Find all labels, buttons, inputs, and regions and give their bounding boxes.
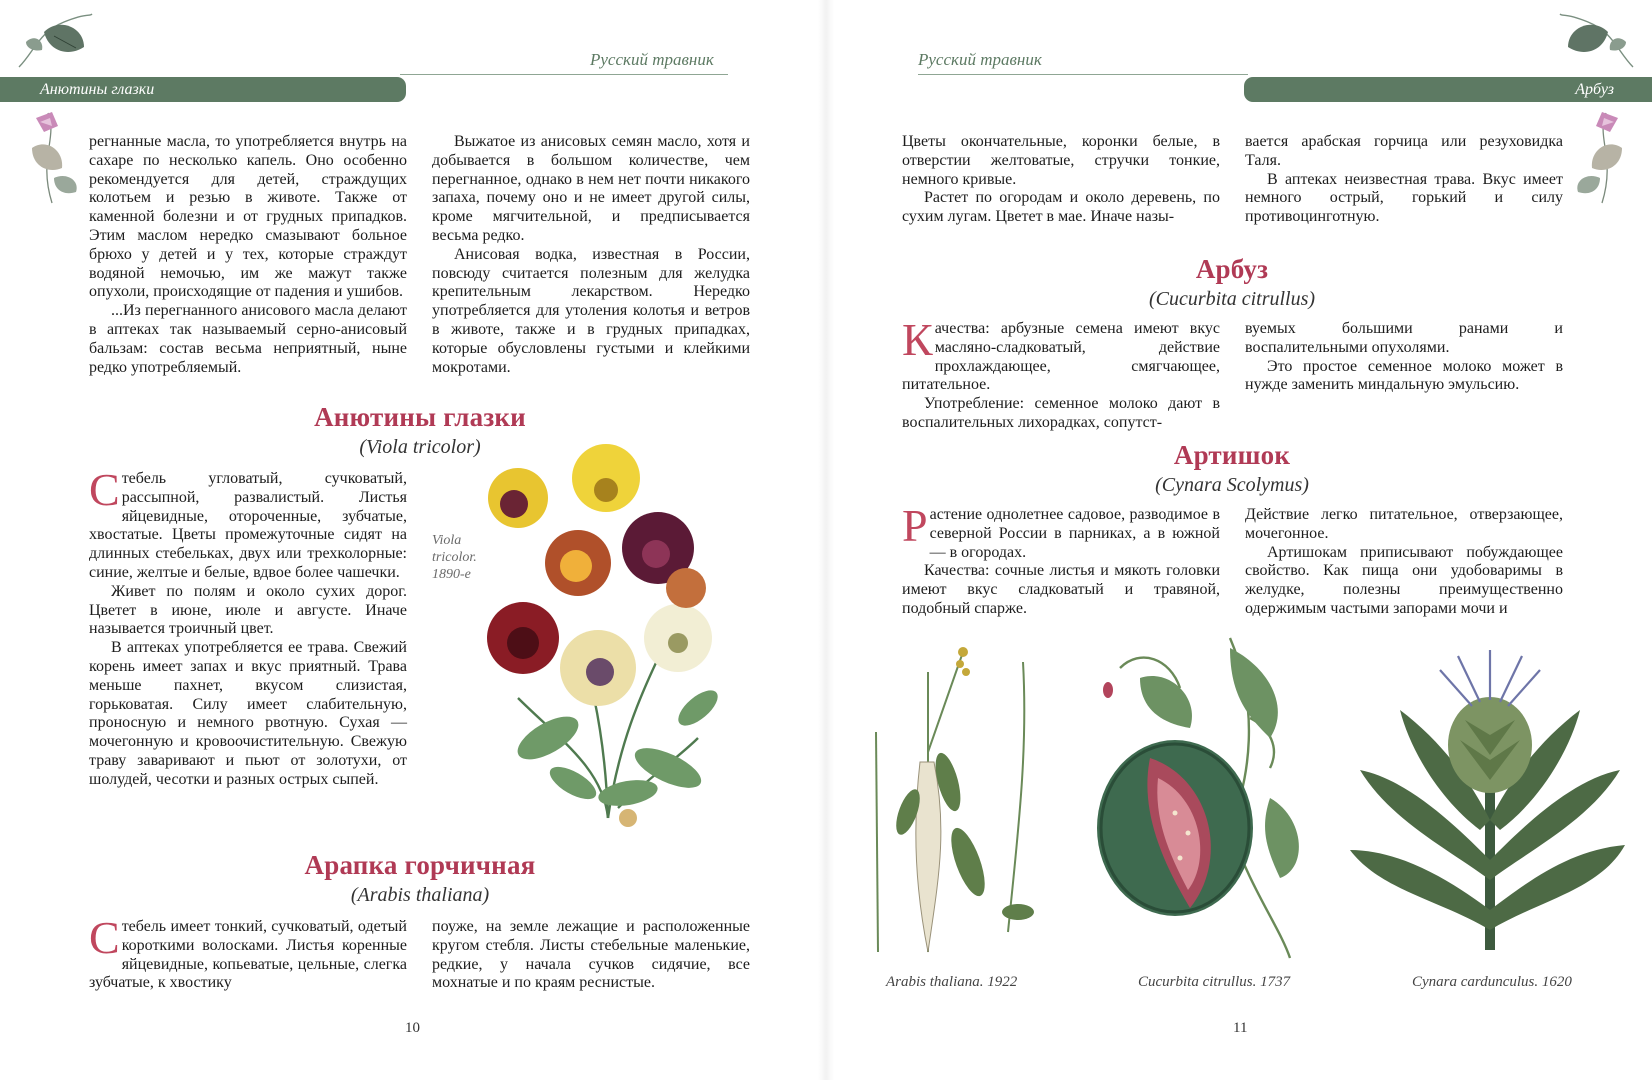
section-band-left: Анютины глазки	[0, 77, 406, 102]
corner-vine-ornament-right	[1558, 12, 1638, 72]
arabis-text-column-2	[432, 918, 750, 993]
watermelon-illustration	[1080, 628, 1310, 968]
flower-vine-ornament-right	[1570, 108, 1636, 208]
header-rule-right	[918, 74, 1248, 75]
artichoke-heading: Артишок	[1173, 440, 1291, 470]
watermelon-latin-name: (Cucurbita citrullus)	[1148, 288, 1316, 310]
watermelon-heading: Арбуз	[1195, 254, 1269, 284]
paragraph: тебель имеет тонкий, сучковатый, одетый короткими волосками. Листья коренные яйцевидные, копьеватые, цельные, слегка зубчатые, к хвостику	[89, 918, 407, 992]
watermelon-text-column-2	[1245, 320, 1563, 395]
drop-cap: С	[89, 464, 120, 515]
paragraph: астение однолетнее садовое, разводимое в северной России в парниках, а в южной — в огородах.	[929, 506, 1220, 561]
cucurbita-illustration-caption: Cucurbita citrullus. 1737	[1138, 974, 1291, 990]
pansy-heading: Анютины глазки	[314, 402, 526, 432]
arabis-continued-column-1	[902, 133, 1220, 227]
paragraph: вается арабская горчица или резуховидка Таля.	[1245, 133, 1563, 169]
anise-text-column-2	[432, 133, 750, 377]
book-gutter	[818, 0, 834, 1080]
artichoke-latin-name: (Cynara Scolymus)	[1155, 474, 1309, 496]
paragraph: Живет по полям и около сухих дорог. Цветет в июне, июле и августе. Иначе называется троичный цвет.	[89, 582, 407, 638]
paragraph: ...Из перегнанного анисового масла делают в аптеках так называемый серно-анисовый бальзам: состав весьма неприятный, ныне редко употребляемый.	[89, 302, 407, 376]
page-number-left: 10	[405, 1020, 420, 1036]
paragraph: Анисовая водка, известная в России, повсюду считается полезным для желудка крепительным лекарством. Нередко употребляется для утоления колотья и ветров в животе, также и в грудных припадках, которые обусловлены густыми и клейкими мокротами.	[432, 245, 750, 376]
corner-vine-ornament-left	[14, 12, 94, 72]
pansy-illustration	[478, 438, 740, 836]
arabis-continued-column-2	[1245, 133, 1563, 227]
flower-vine-ornament-left	[18, 108, 84, 208]
artichoke-text-column-1	[902, 500, 1220, 619]
paragraph: В аптеках неизвестная трава. Вкус имеет немного острый, горький и силу противоцинготную.	[1245, 170, 1563, 226]
paragraph: поуже, на земле лежащие и расположенные кругом стебля. Листы стебельные маленькие, редкие, у начала сучков сидячие, все мохнатые и по краям реснистые.	[432, 918, 750, 992]
drop-cap: С	[89, 912, 120, 963]
artichoke-illustration	[1340, 630, 1630, 950]
arabis-illustration	[868, 632, 1048, 962]
cynara-illustration-caption: Cynara cardunculus. 1620	[1412, 974, 1572, 990]
paragraph: В аптеках употребляется ее трава. Свежий корень имеет запах и вкус приятный. Трава меньше пахнет, вкусом слизистая, горьковатая. Силу имеет слабительную, проносную и немного рвотную. Сухая — мочегонную и кровоочистительную. Свежую траву заваривают и пьют от золотухи, от шолудей, чесотки и разных острых сыпей.	[89, 639, 407, 788]
paragraph: вуемых большими ранами и воспалительными опухолями.	[1245, 320, 1563, 356]
paragraph: тебель угловатый, сучковатый, расcыпной, развалистый. Листья яйцевидные, отороченные, зубчатые, хвостатые. Цветы промежуточные сидят на длинных стебельках, двух или трехколорные: синие, желтые и белые, вдвое более чашечки.	[89, 470, 407, 581]
pansy-latin-name: (Viola tricolor)	[359, 436, 481, 458]
paragraph: ачества: арбузные семена имеют вкус масляно-сладковатый, действие прохлаждающее, смягчающее, питательное.	[902, 320, 1220, 394]
anise-text-column-1	[89, 133, 407, 377]
paragraph: Это простое семенное молоко может в нужде заменить миндальную эмульсию.	[1245, 357, 1563, 394]
artichoke-text-column-2	[1245, 506, 1563, 619]
pansy-illustration-caption: Viola tricolor. 1890-е	[432, 533, 477, 582]
paragraph: Действие легко питательное, отверзающее, мочегонное.	[1245, 506, 1563, 542]
section-band-right: Арбуз	[1244, 77, 1652, 102]
pansy-text-column	[89, 464, 407, 790]
drop-cap: Р	[902, 500, 928, 551]
paragraph: Употребление: семенное молоко дают в воспалительных лихорадках, сопутст-	[902, 395, 1220, 431]
arabis-illustration-caption: Arabis thaliana. 1922	[886, 974, 1018, 990]
running-head-right: Русский травник	[918, 50, 1042, 69]
arabis-text-column-1	[89, 912, 407, 993]
drop-cap: К	[902, 314, 933, 365]
running-head-left: Русский травник	[590, 50, 714, 69]
paragraph: Цветы окончательные, коронки белые, в отверстии желтоватые, стручки тонкие, немного кривые.	[902, 133, 1220, 188]
arabis-heading: Арапка горчичная	[304, 850, 536, 880]
paragraph: регнанные масла, то употребляется внутрь на сахаре по несколько капель. Оно особенно рекомендуется для детей, страждущих колотьем и резью в животе. Также от каменной болезни и от грудных припадков. Этим маслом нередко смазывают больное брюхо у детей и у тех, которые страждут водяной немочью, им же мажут также опухоли, происходящие от падения и ушибов.	[89, 133, 407, 301]
paragraph: Качества: сочные листья и мякоть головки имеют вкус сладковатый и травяной, подобный спарже.	[902, 562, 1220, 617]
arabis-latin-name: (Arabis thaliana)	[350, 884, 490, 906]
paragraph: Выжатое из анисовых семян масло, хотя и добывается в большом количестве, чем перегнанное, однако в нем нет почти никакого запаха, почему оно и не имеет другой силы, кроме мягчительной, и предписывается весьма редко.	[432, 133, 750, 244]
page-number-right: 11	[1233, 1020, 1248, 1036]
paragraph: Растет по огородам и около деревень, по сухим лугам. Цветет в мае. Иначе назы-	[902, 189, 1220, 226]
paragraph: Артишокам приписывают побуждающее свойство. Как пища они удобоваримы в желудке, полезны преимущественно одержимым частыми запорами мочи и	[1245, 543, 1563, 617]
watermelon-text-column-1	[902, 314, 1220, 433]
header-rule-left	[400, 74, 728, 75]
